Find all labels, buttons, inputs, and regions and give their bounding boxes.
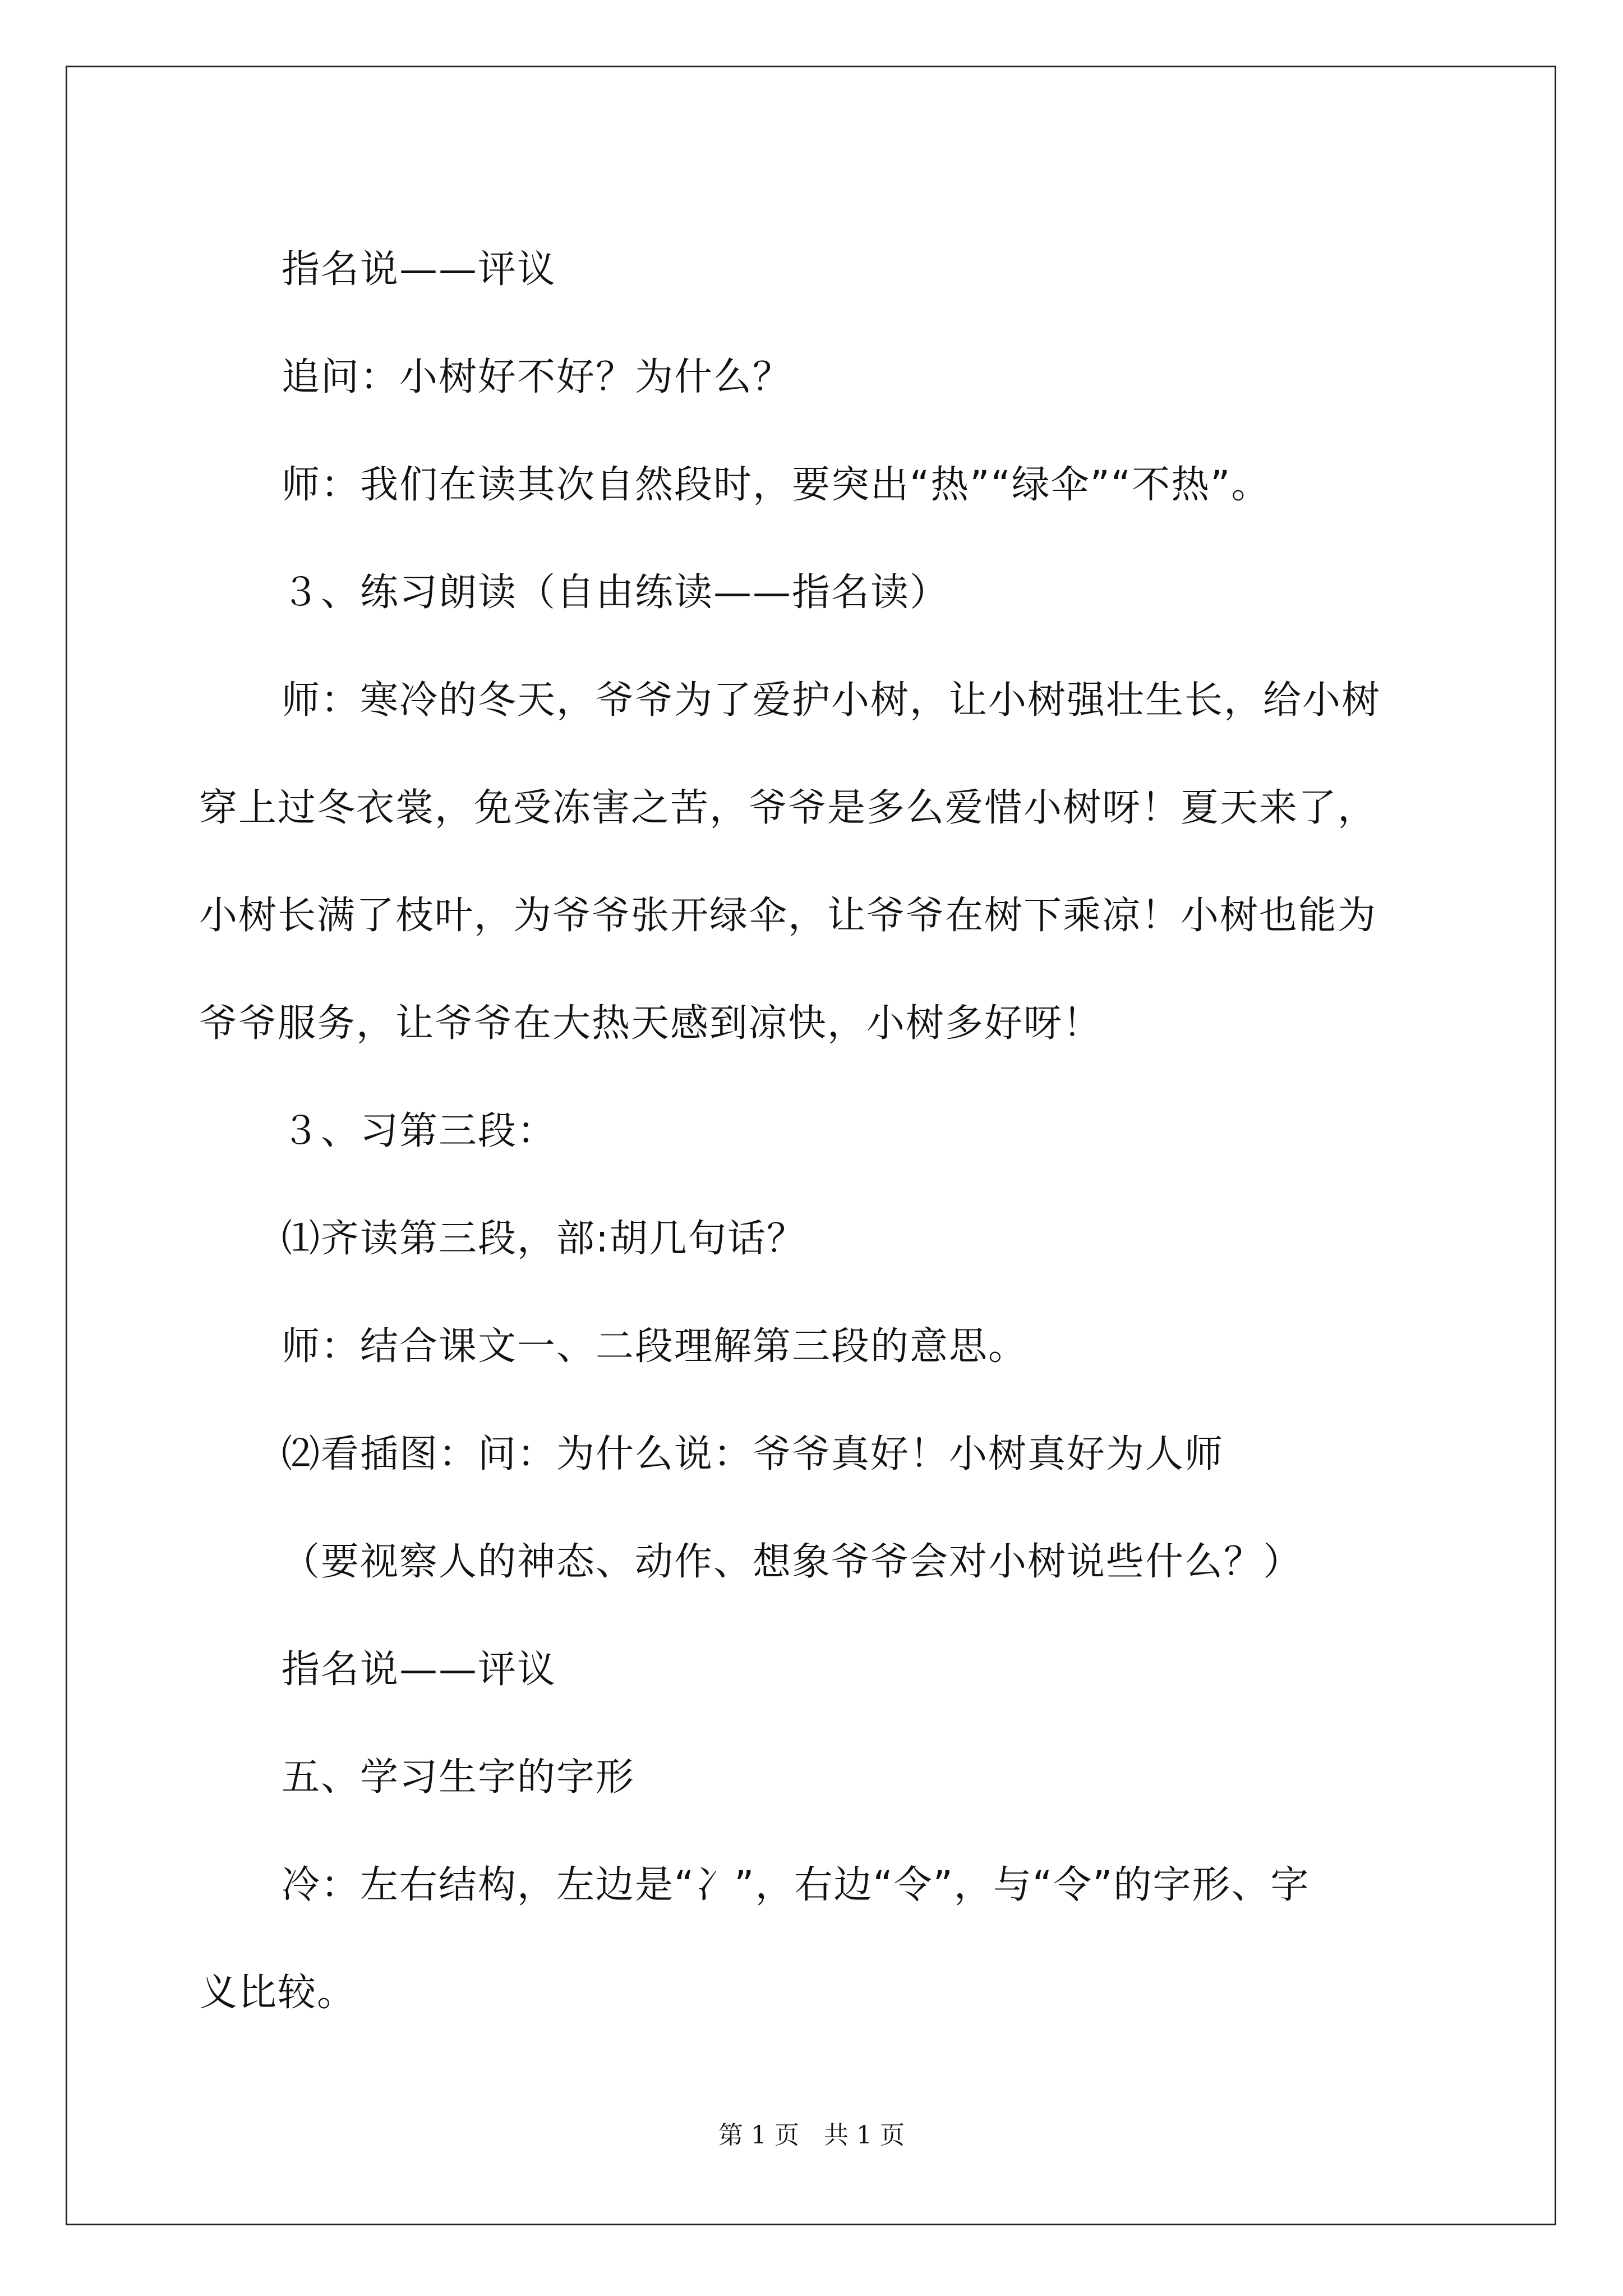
paragraph: 小树长满了枝叶，为爷爷张开绿伞，让爷爷在树下乘凉！小树也能为: [199, 894, 1377, 938]
paragraph: 爷爷服务，让爷爷在大热天感到凉快，小树多好呀！: [199, 1001, 1103, 1046]
paragraph: （要视察人的神态、动作、想象爷爷会对小树说些什么？）: [282, 1540, 1303, 1584]
paragraph: ⑴齐读第三段，部:胡几句话？: [282, 1217, 806, 1261]
paragraph: 师：寒冷的冬天，爷爷为了爱护小树，让小树强壮生长，给小树: [282, 678, 1381, 723]
paragraph: ⑵看插图：问：为什么说：爷爷真好！小树真好为人师: [282, 1432, 1224, 1476]
paragraph: ３、习第三段：: [282, 1109, 557, 1153]
paragraph: 义比较。: [199, 1971, 357, 2015]
page-number-footer: 第 1 页 共 1 页: [718, 2121, 905, 2150]
paragraph: 师：结合课文一、二段理解第三段的意思。: [282, 1324, 1028, 1369]
document-body: [199, 216, 1433, 2047]
paragraph: ３、练习朗读（自由练读——指名读）: [282, 570, 949, 615]
paragraph: 五、学习生字的字形: [282, 1755, 635, 1800]
paragraph: 穿上过冬衣裳，免受冻害之苦，爷爷是多么爱惜小树呀！夏天来了，: [199, 786, 1377, 830]
paragraph: 指名说——评议: [282, 247, 557, 292]
paragraph: 师：我们在读其次自然段时，要突出“热”“绿伞”“不热”。: [282, 463, 1271, 507]
paragraph: 指名说——评议: [282, 1648, 557, 1692]
paragraph: 追问：小树好不好？为什么？: [282, 355, 792, 399]
paragraph: 冷：左右结构，左边是“冫”，右边“令”，与“令”的字形、字: [282, 1863, 1310, 1907]
